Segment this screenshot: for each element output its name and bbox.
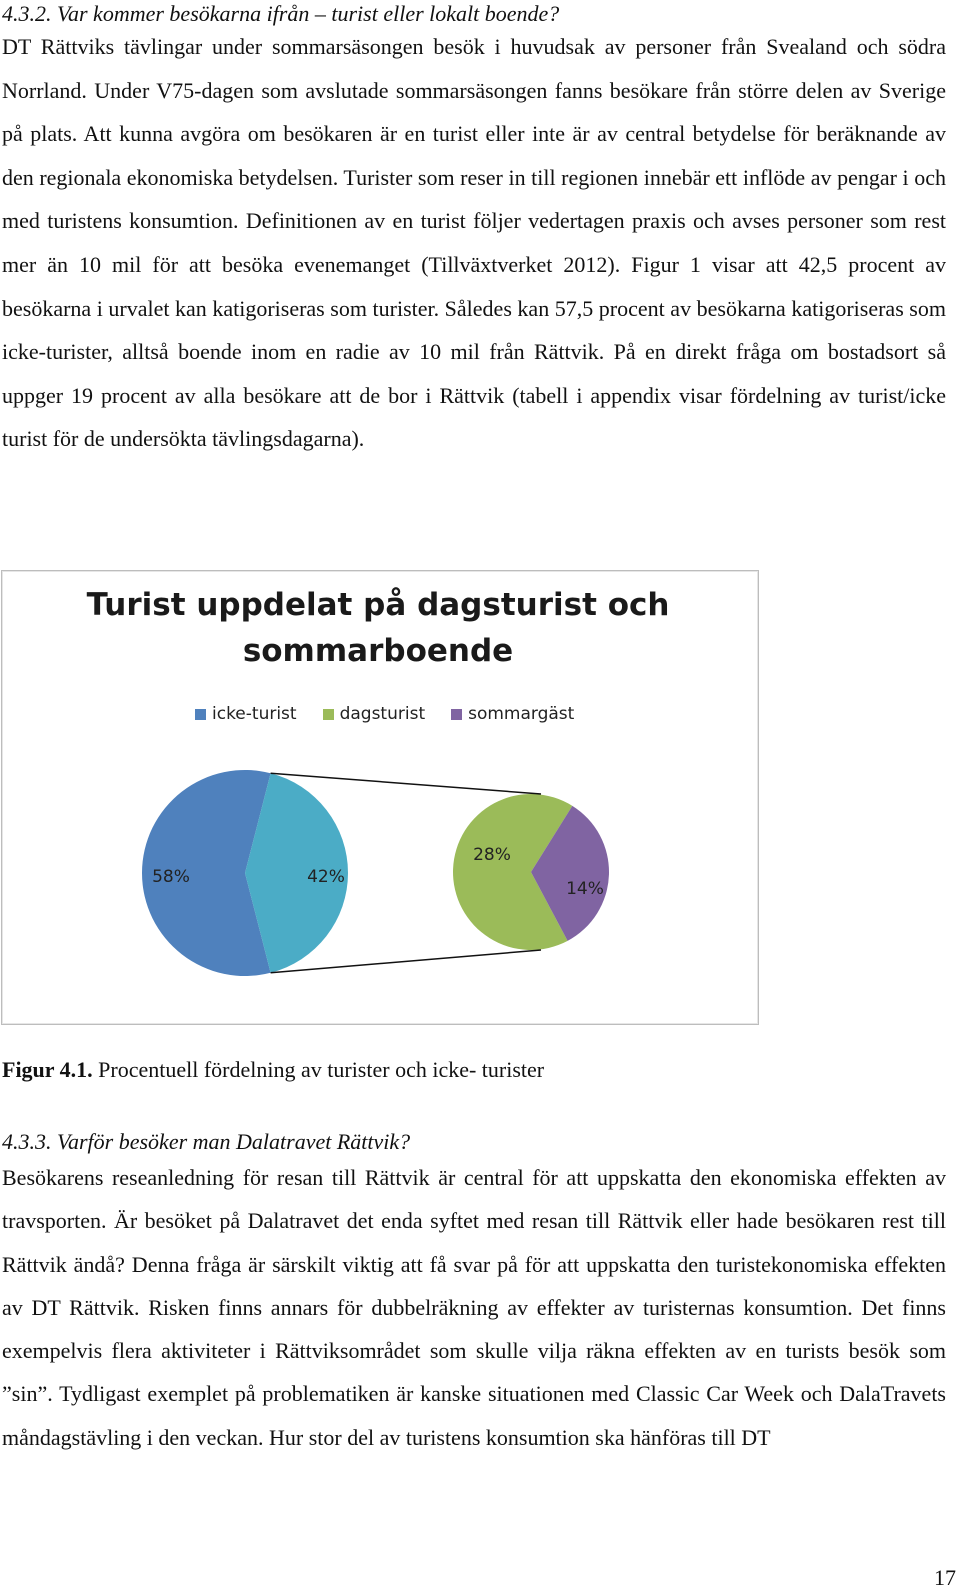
section-heading-4-3-3: 4.3.3. Varför besöker man Dalatravet Rättvik?: [2, 1129, 411, 1154]
legend-label-dagsturist: dagsturist: [339, 704, 426, 724]
page-number: 17: [934, 1565, 956, 1590]
legend-label-sommargast: sommargäst: [468, 704, 575, 724]
data-label-icke-turist: 58%: [152, 867, 190, 887]
connector-line-bottom: [271, 950, 541, 973]
section-paragraph-4-3-2: DT Rättviks tävlingar under sommarsäsongen besök i huvudsak av personer från Svealand och södra Norrland. Under V75-dagen som avslutade sommarsäsongen fanns besökare från större delen av Sverige på plats. Att kunna avgöra om besökaren är en turist eller inte är av central betydelse för beräknande av den regionala ekonomiska betydelsen. Turister som reser in till regionen innebär ett inflöde av pengar i och med turistens konsumtion. Definitionen av en turist följer vedertagen praxis och avses personer som rest mer än 10 mil för att besöka evenemanget (Tillväxtverket 2012). Figur 1 visar att 42,5 procent av besökarna i urvalet kan katigoriseras som turister. Således kan 57,5 procent av besökarna katigoriseras som icke-turister, alltså boende inom en radie av 10 mil från Rättvik. På en direkt fråga om bostadsort så uppger 19 procent av alla besökare att de bor i Rättvik (tabell i appendix visar fördelning av turist/icke turist för de undersökta tävlingsdagarna).: [2, 34, 946, 452]
data-label-dagsturist: 28%: [473, 845, 511, 865]
figure-caption-label: Figur 4.1.: [2, 1057, 93, 1082]
figure-caption-text: Procentuell fördelning av turister och icke- turister: [92, 1057, 545, 1082]
figure-caption: [2, 1057, 544, 1083]
section-paragraph-4-3-3: Besökarens reseanledning för resan till Rättvik är central för att uppskatta den ekonomiska effekten av travsporten. Är besöket på Dalatravet det enda syftet med resan till Rättvik eller hade besökaren rest till Rättvik ändå? Denna fråga är särskilt viktig att få svar på för att uppskatta den turistekonomiska effekten av DT Rättvik. Risken finns annars för dubbelräkning av effekter av turisternas konsumtion. Det finns exempelvis flera aktiviteter i Rättviksområdet som skulle vilja räkna effekten av en turists besök som ”sin”. Tydligast exemplet på problematiken är kanske situationen med Classic Car Week och DalaTravets måndagstävling i den veckan. Hur stor del av turistens konsumtion ska hänföras till DT: [2, 1165, 946, 1450]
data-label-turist: 42%: [307, 867, 345, 887]
section-heading-4-3-2: 4.3.2. Var kommer besökarna ifrån – turist eller lokalt boende?: [2, 1, 560, 26]
legend-label-icke-turist: icke-turist: [212, 704, 297, 724]
data-label-sommargast: 14%: [566, 879, 604, 899]
connector-line-top: [271, 773, 541, 794]
chart-title: Turist uppdelat på dagsturist och sommarboende: [86, 587, 670, 669]
